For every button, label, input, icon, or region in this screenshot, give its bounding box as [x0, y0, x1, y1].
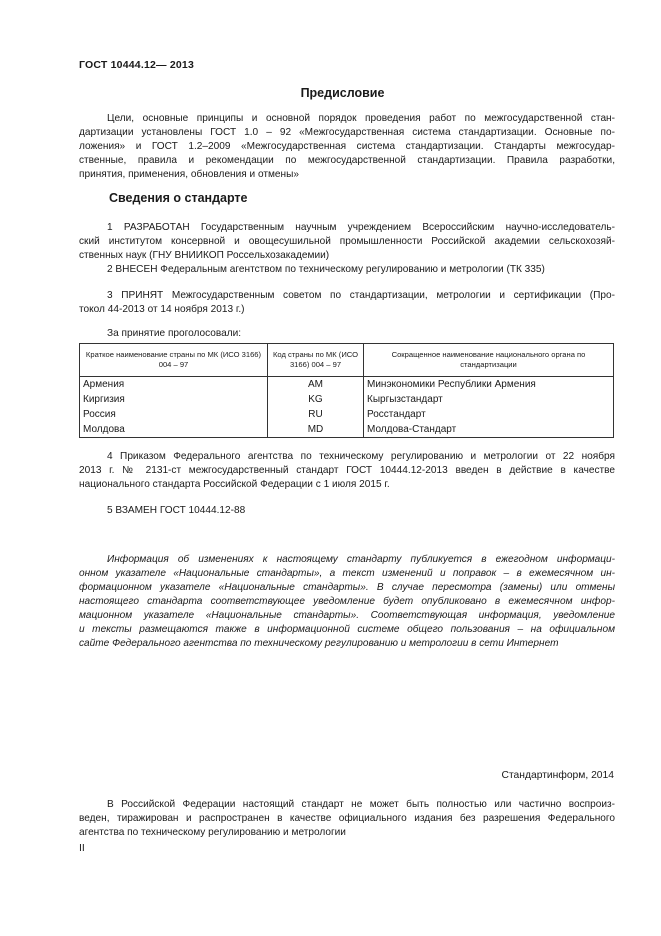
table-row [80, 392, 614, 407]
copyright-line: агентства по техническому регулированию и метрологии [79, 827, 346, 838]
item4-line: 4 Приказом Федерального агентства по техническому регулированию и метрологии от 22 ноября [107, 451, 615, 462]
country-name: Россия [80, 407, 268, 422]
preface-title: Предисловие [300, 86, 385, 100]
preface-line: Цели, основные принципы и основной порядок проведения работ по межгосударственной стан- [107, 113, 615, 124]
preface-line: ложения» и ГОСТ 1.2–2009 «Межгосударственная система стандартизации. Стандарты межгосудар- [79, 141, 615, 152]
item3-line: 3 ПРИНЯТ Межгосударственным советом по стандартизации, метрологии и сертификации (Про- [107, 290, 615, 301]
notice-line: сайте Федерального агентства по техническому регулированию и метрологии в сети Интернет [79, 638, 559, 649]
voting-table [79, 343, 614, 438]
country-name: Армения [80, 377, 268, 393]
item4-line: национального стандарта Российской Федерации с 1 июля 2015 г. [79, 479, 390, 490]
preface-line: принятия, применения, обновления и отмены» [79, 169, 299, 180]
publisher-imprint: Стандартинформ, 2014 [501, 770, 614, 781]
vote-label: За принятие проголосовали: [107, 328, 242, 339]
preface-line: дартизации установлены ГОСТ 1.0 – 92 «Межгосударственная система стандартизации. Основные по- [79, 127, 615, 138]
notice-line: мационном указателе «Национальные стандарты». Соответствующая информация, уведомление [79, 610, 615, 621]
country-code: AM [268, 377, 364, 393]
country-name: Молдова [80, 422, 268, 438]
notice-line: онном указателе «Национальные стандарты», а текст изменений и поправок – в ежемесячном ин- [79, 568, 615, 579]
page-number: II [79, 842, 85, 854]
country-code: KG [268, 392, 364, 407]
preface-line: ственные, правила и рекомендации по межгосударственной стандартизации. Правила разработки, [79, 155, 615, 166]
notice-line: и тексты размещаются также в информационной системе общего пользования – на официальном [79, 624, 615, 635]
country-name: Киргизия [80, 392, 268, 407]
notice-line: формационном указателе «Национальные стандарты». В случае пересмотра (замены) или отмены [79, 582, 615, 593]
item1-line: 1 РАЗРАБОТАН Государственным научным учреждением Всероссийским научно-исследователь- [107, 222, 615, 233]
header-country-name: Краткое наименование страны по МК (ИСО 3166) 004 – 97 [80, 344, 268, 377]
country-code: MD [268, 422, 364, 438]
notice-line: настоящего стандарта соответствующее уведомление будет опубликовано в ежемесячном инфор- [79, 596, 615, 607]
item2-line: 2 ВНЕСЕН Федеральным агентством по техническому регулированию и метрологии (ТК 335) [107, 264, 545, 275]
table-header-row [80, 344, 614, 377]
item1-line: ский институтом консервной и овощесушильной промышленности Российской академии сельскохозяй- [79, 236, 615, 247]
item5-line: 5 ВЗАМЕН ГОСТ 10444.12-88 [107, 505, 246, 516]
item3-line: токол 44-2013 от 14 ноября 2013 г.) [79, 304, 245, 315]
info-section-title: Сведения о стандарте [109, 191, 248, 205]
national-body: Кыргызстандарт [364, 392, 614, 407]
table-row [80, 407, 614, 422]
national-body: Молдова-Стандарт [364, 422, 614, 438]
item1-line: ственных наук (ГНУ ВНИИКОП Россельхозакадемии) [79, 250, 330, 261]
national-body: Минэкономики Республики Армения [364, 377, 614, 393]
header-national-body: Сокращенное наименование национального органа по стандартизации [364, 344, 614, 377]
header-country-code: Код страны по МК (ИСО 3166) 004 – 97 [268, 344, 364, 377]
country-code: RU [268, 407, 364, 422]
notice-line: Информация об изменениях к настоящему стандарту публикуется в ежегодном информаци- [107, 554, 615, 565]
copyright-line: В Российской Федерации настоящий стандарт не может быть полностью или частично воспроиз- [107, 799, 615, 810]
item4-line: 2013 г. № 2131-ст межгосударственный стандарт ГОСТ 10444.12-2013 введен в действие в качестве [79, 465, 615, 476]
table-row [80, 422, 614, 438]
table-row [80, 377, 614, 393]
document-header: ГОСТ 10444.12— 2013 [79, 59, 195, 71]
copyright-line: веден, тиражирован и распространен в качестве официального издания без разрешения Федерального [79, 813, 615, 824]
national-body: Росстандарт [364, 407, 614, 422]
